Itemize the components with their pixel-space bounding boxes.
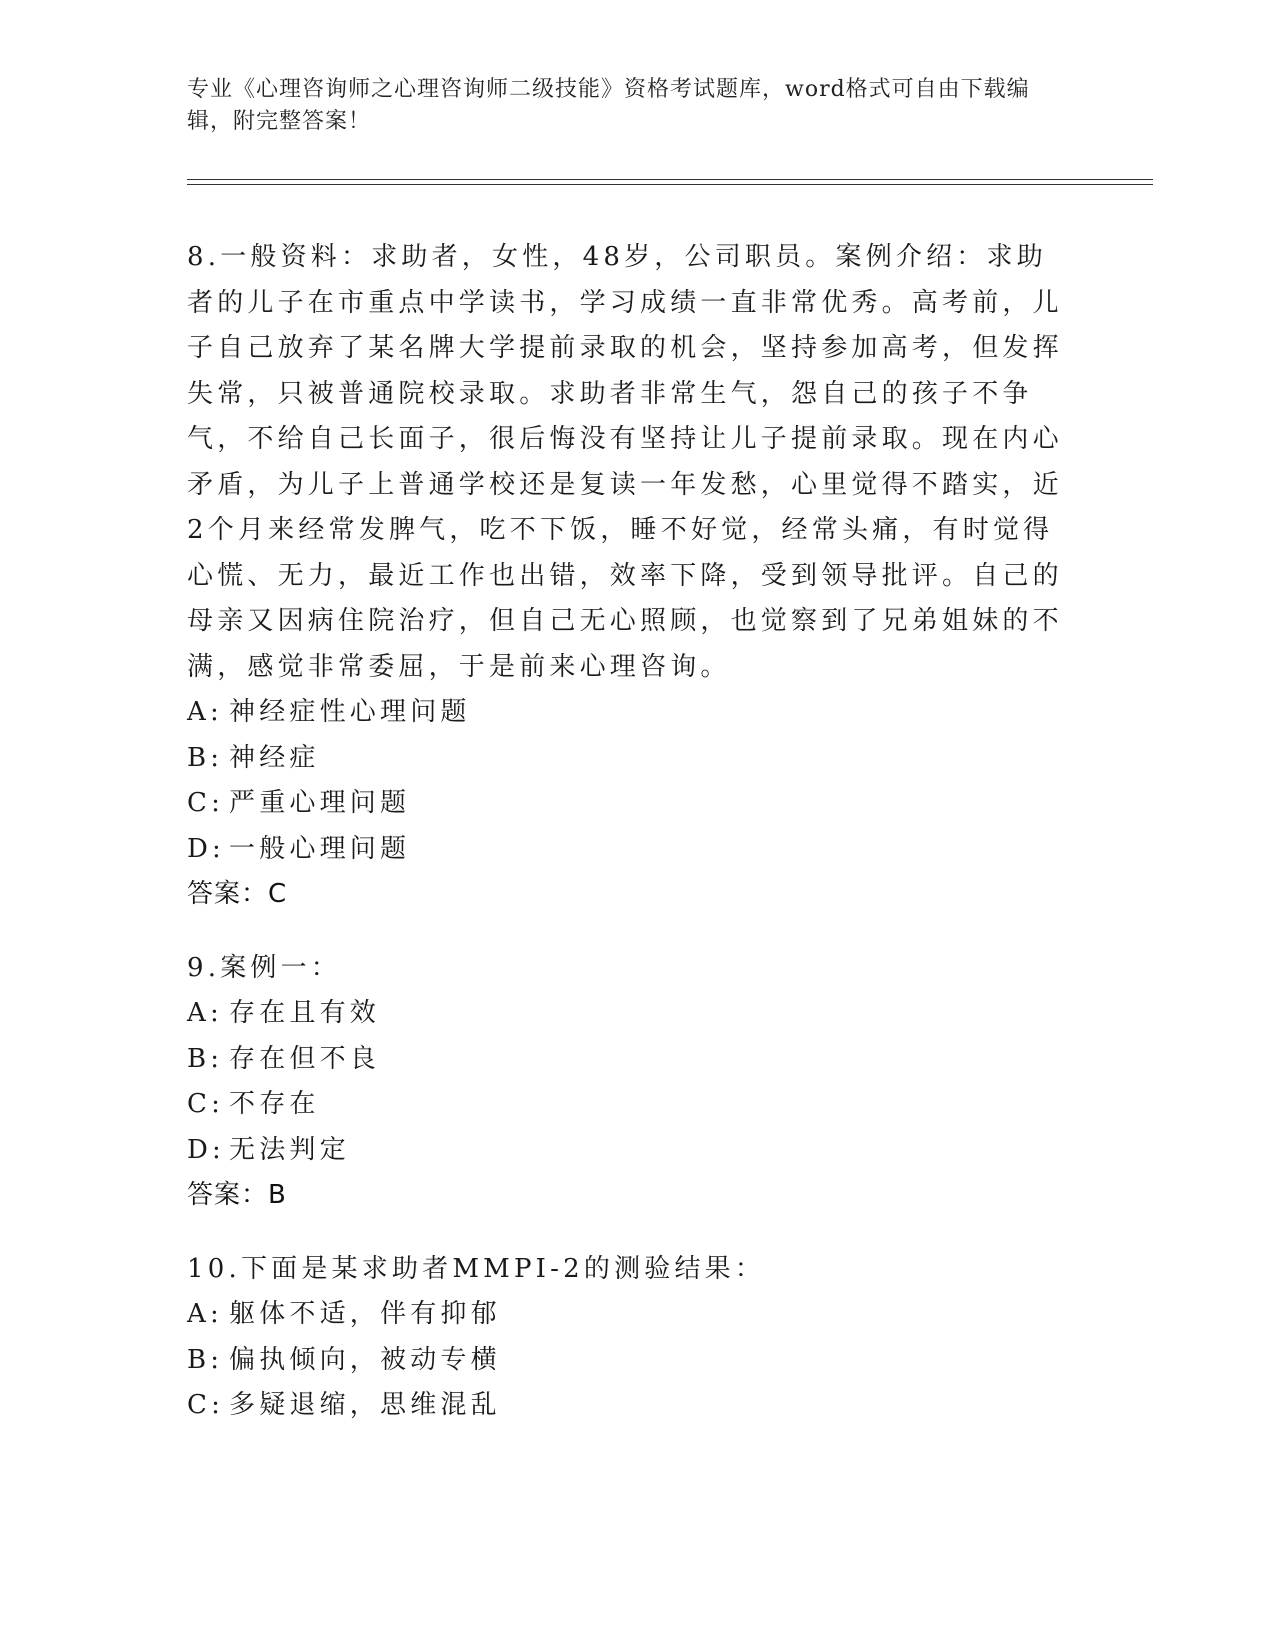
- option-b: [187, 736, 1067, 782]
- option-d: [187, 1128, 1067, 1174]
- option-key: A:: [187, 998, 223, 1028]
- answer-line: 答案：B: [187, 1180, 287, 1210]
- option-text: 严重心理问题: [229, 788, 411, 818]
- option-a: [187, 991, 1067, 1037]
- option-text: 神经症性心理问题: [229, 697, 471, 727]
- option-text: 躯体不适，伴有抑郁: [229, 1299, 501, 1329]
- option-key: C:: [187, 788, 225, 818]
- option-key: B:: [187, 742, 224, 773]
- question-list: [187, 235, 1067, 1457]
- question-stem: 10.下面是某求助者MMPI-2的测验结果：: [187, 1253, 766, 1284]
- option-text: 存在但不良: [229, 1043, 381, 1074]
- option-key: C:: [187, 1390, 225, 1420]
- question-stem: 9.案例一：: [187, 952, 342, 983]
- option-c: [187, 1082, 1067, 1128]
- option-text: 偏执倾向，被动专横: [229, 1344, 501, 1375]
- option-key: C:: [187, 1089, 225, 1119]
- option-key: B:: [187, 1344, 224, 1375]
- question-stem: 8.一般资料：求助者，女性，48岁，公司职员。案例介绍：求助者的儿子在市重点中学读书，学习成绩一直非常优秀。高考前，儿子自己放弃了某名牌大学提前录取的机会，坚持参加高考，但发挥失常，只被普通院校录取。求助者非常生气，怨自己的孩子不争气，不给自己长面子，很后悔没有坚持让儿子提前录取。现在内心矛盾，为儿子上普通学校还是复读一年发愁，心里觉得不踏实，近2个月来经常发脾气，吃不下饭，睡不好觉，经常头痛，有时觉得心慌、无力，最近工作也出错，效率下降，受到领导批评。自己的母亲又因病住院治疗，但自己无心照顾，也觉察到了兄弟姐妹的不满，感觉非常委屈，于是前来心理咨询。: [187, 242, 1063, 682]
- option-text: 存在且有效: [229, 998, 381, 1028]
- option-key: A:: [187, 697, 223, 727]
- question-8: [187, 235, 1067, 918]
- option-a: [187, 690, 1067, 736]
- answer-line: 答案：C: [187, 879, 288, 909]
- option-a: [187, 1292, 1067, 1338]
- option-b: [187, 1338, 1067, 1384]
- option-c: [187, 1383, 1067, 1429]
- option-key: D:: [187, 833, 226, 864]
- option-text: 不存在: [229, 1089, 320, 1119]
- question-9: [187, 946, 1067, 1219]
- question-10: [187, 1247, 1067, 1429]
- option-c: [187, 781, 1067, 827]
- document-header: 专业《心理咨询师之心理咨询师二级技能》资格考试题库，word格式可自由下载编辑，附完整答案！: [187, 77, 1030, 134]
- header-divider-line: [187, 179, 1153, 180]
- option-text: 无法判定: [229, 1134, 350, 1165]
- option-key: A:: [187, 1299, 223, 1329]
- option-key: D:: [187, 1134, 226, 1165]
- option-key: B:: [187, 1043, 224, 1074]
- option-d: [187, 827, 1067, 873]
- option-text: 多疑退缩，思维混乱: [229, 1390, 501, 1420]
- option-text: 一般心理问题: [229, 833, 411, 864]
- option-b: [187, 1037, 1067, 1083]
- option-text: 神经症: [229, 742, 320, 773]
- header-divider-line-double: [187, 184, 1153, 185]
